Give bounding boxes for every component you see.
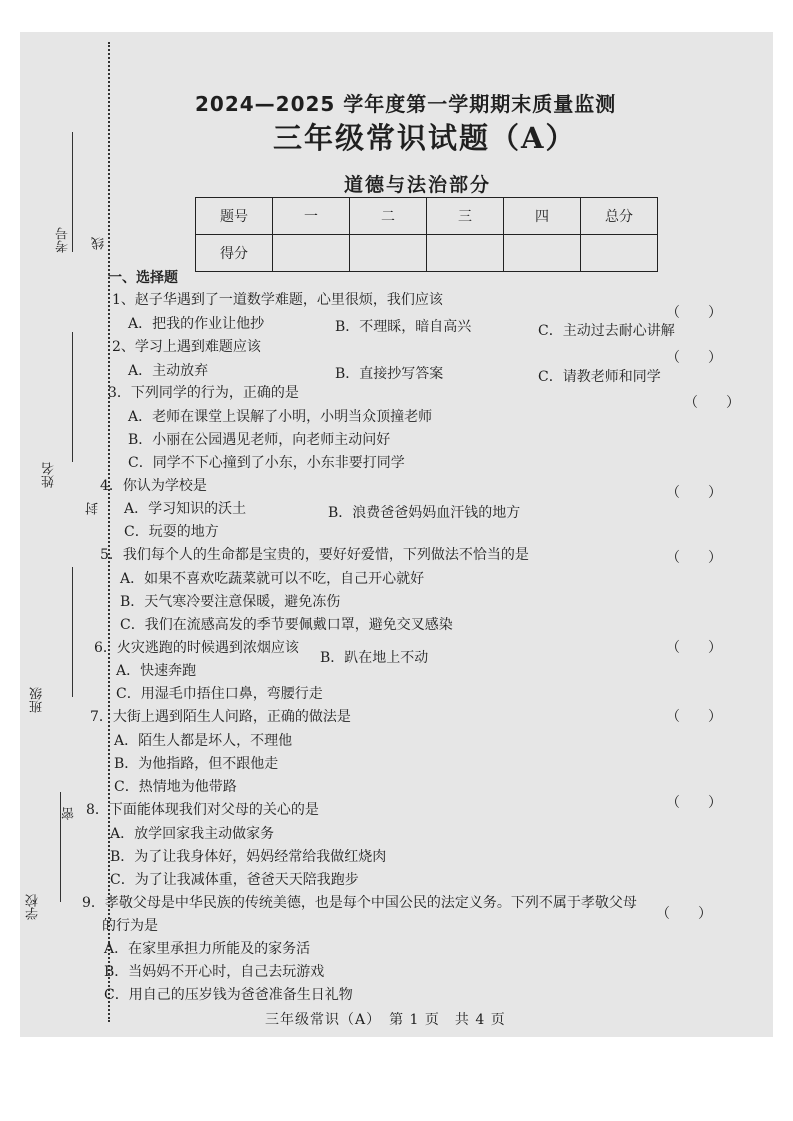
- score-table-header-row: [196, 198, 658, 235]
- answer-parentheses[interactable]: （ ）: [666, 640, 722, 656]
- option: B．直接抄写答案: [335, 366, 444, 382]
- option: C．我们在流感高发的季节要佩戴口罩，避免交叉感染: [120, 617, 453, 633]
- option: C．热情地为他带路: [114, 779, 237, 795]
- score-table-score-row: [196, 235, 658, 272]
- answer-parentheses[interactable]: （ ）: [666, 305, 722, 321]
- exam-subtitle: 道德与法治部分: [344, 174, 492, 196]
- answer-parentheses[interactable]: （ ）: [666, 350, 722, 366]
- score-input-cell[interactable]: [504, 235, 581, 272]
- option: A．如果不喜欢吃蔬菜就可以不吃，自己开心就好: [120, 571, 425, 587]
- option: B．浪费爸爸妈妈血汗钱的地方: [328, 505, 521, 521]
- score-cell: 四: [504, 198, 581, 235]
- banji-blank: [72, 567, 73, 697]
- option: A．把我的作业让他抄: [128, 316, 265, 332]
- option: A．老师在课堂上误解了小明，小明当众顶撞老师: [128, 409, 433, 425]
- xuexiao-label: 学校: [26, 894, 41, 920]
- kaohao-label: 考号: [56, 227, 71, 253]
- exam-title: 三年级常识试题（A）: [273, 121, 577, 155]
- score-cell: 一: [273, 198, 350, 235]
- option: A．学习知识的沃土: [124, 501, 247, 517]
- exam-page-photo: [20, 32, 773, 1037]
- mi-label: 密: [62, 807, 77, 820]
- answer-parentheses[interactable]: （ ）: [684, 395, 740, 411]
- answer-parentheses[interactable]: （ ）: [666, 550, 722, 566]
- score-cell: 三: [427, 198, 504, 235]
- score-table: [195, 197, 658, 272]
- xuexiao-blank: [60, 792, 61, 902]
- score-input-cell[interactable]: [350, 235, 427, 272]
- exam-header: 2024—2025 学年度第一学期期末质量监测: [195, 92, 617, 116]
- xingming-blank: [72, 332, 73, 462]
- option: B．为了让我身体好，妈妈经常给我做红烧肉: [110, 849, 387, 865]
- score-cell: 题号: [196, 198, 273, 235]
- feng-label: 封: [86, 502, 101, 515]
- score-input-cell[interactable]: [581, 235, 658, 272]
- option: B．小丽在公园遇见老师，向老师主动问好: [128, 432, 391, 448]
- option: B．当妈妈不开心时，自己去玩游戏: [104, 964, 325, 980]
- option: C．请教老师和同学: [538, 369, 661, 385]
- score-input-cell[interactable]: [427, 235, 504, 272]
- xingming-label: 姓名: [42, 462, 57, 488]
- option: B．为他指路，但不跟他走: [114, 756, 279, 772]
- answer-parentheses[interactable]: （ ）: [666, 485, 722, 501]
- xian-label: 线: [92, 237, 107, 250]
- option: C．为了让我减体重，爸爸天天陪我跑步: [110, 872, 359, 888]
- option: C．用自己的压岁钱为爸爸准备生日礼物: [104, 987, 353, 1003]
- page-footer: 三年级常识（A） 第 1 页 共 4 页: [265, 1012, 506, 1028]
- option: C．玩耍的地方: [124, 524, 219, 540]
- question-stem: 1、赵子华遇到了一道数学难题，心里很烦，我们应该: [112, 292, 443, 308]
- option: C．用湿毛巾捂住口鼻，弯腰行走: [116, 686, 323, 702]
- option: B．趴在地上不动: [320, 650, 429, 666]
- answer-parentheses[interactable]: （ ）: [656, 906, 712, 922]
- banji-label: 班级: [30, 687, 45, 713]
- option: A．快速奔跑: [116, 663, 197, 679]
- question-stem: 9．孝敬父母是中华民族的传统美德，也是每个中国公民的法定义务。下列不属于孝敬父母: [82, 895, 637, 911]
- question-stem: 7．大街上遇到陌生人问路，正确的做法是: [90, 709, 351, 725]
- answer-parentheses[interactable]: （ ）: [666, 795, 722, 811]
- answer-parentheses[interactable]: （ ）: [666, 709, 722, 725]
- question-stem: 3．下列同学的行为，正确的是: [108, 385, 299, 401]
- score-cell: 总分: [581, 198, 658, 235]
- question-stem: 4．你认为学校是: [100, 478, 207, 494]
- question-stem: 5．我们每个人的生命都是宝贵的，要好好爱惜，下列做法不恰当的是: [100, 547, 529, 563]
- option: B．不理睬，暗自高兴: [335, 319, 472, 335]
- section-heading: 一、选择题: [108, 270, 178, 286]
- score-cell: 二: [350, 198, 427, 235]
- score-input-cell[interactable]: [273, 235, 350, 272]
- option: A．在家里承担力所能及的家务活: [104, 941, 311, 957]
- option: C．主动过去耐心讲解: [538, 323, 675, 339]
- question-stem: 8．下面能体现我们对父母的关心的是: [86, 802, 319, 818]
- option: A．陌生人都是坏人，不理他: [114, 733, 293, 749]
- option: C．同学不下心撞到了小东，小东非要打同学: [128, 455, 405, 471]
- question-stem: 6．火灾逃跑的时候遇到浓烟应该: [94, 640, 299, 656]
- option: A．放学回家我主动做家务: [110, 826, 275, 842]
- option: A．主动放弃: [128, 363, 209, 379]
- score-cell: 得分: [196, 235, 273, 272]
- question-stem-continued: 的行为是: [102, 918, 158, 934]
- option: B．天气寒冷要注意保暖，避免冻伤: [120, 594, 341, 610]
- question-stem: 2、学习上遇到难题应该: [112, 339, 261, 355]
